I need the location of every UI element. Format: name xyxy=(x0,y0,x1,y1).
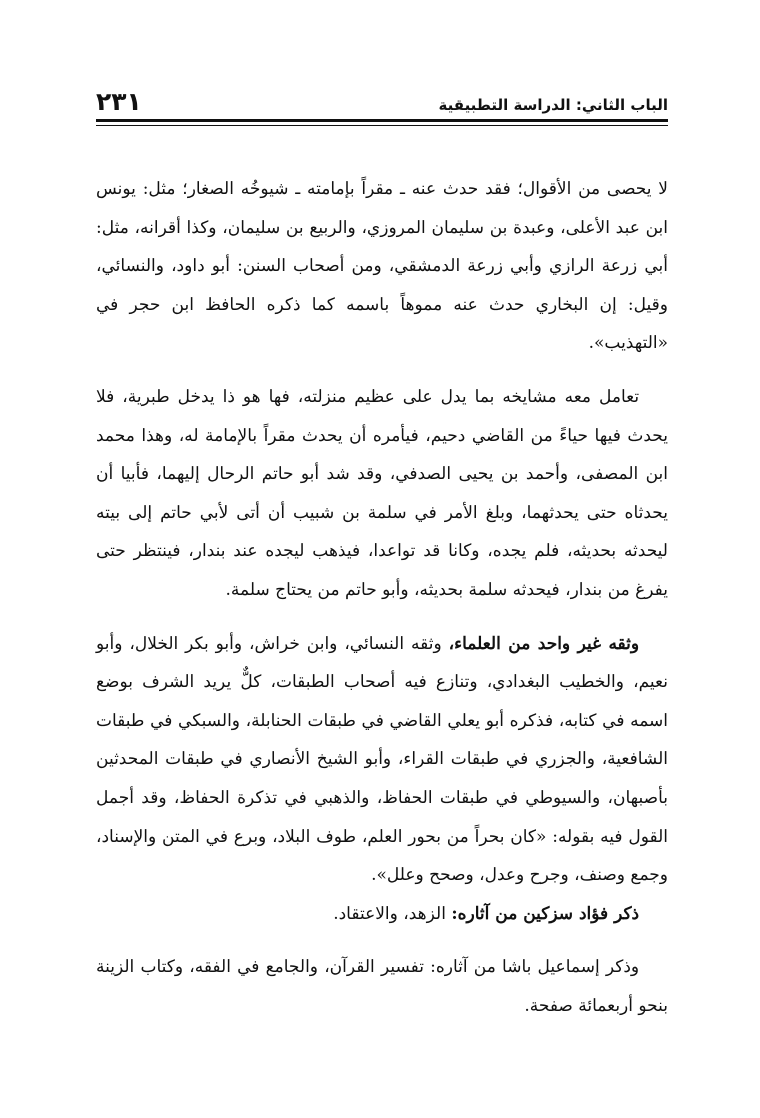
page-header xyxy=(96,84,668,116)
page-number: ٢٣١ xyxy=(96,87,142,116)
paragraph-2: تعامل معه مشايخه بما يدل على عظيم منزلته، فها هو ذا يدخل طبرية، فلا يحدث فيها حياءً من القاضي دحيم، فيأمره أن يحدث مقراً بالإمامة له، وهذا محمد ابن المصفى، وأحمد بن يحيى الصدفي، وقد شد أبو حاتم الرحال إليهما، فأبيا أن يحدثاه حتى يحدثهما، وبلغ الأمر في سلمة بن شبيب أن أتى لأبي حاتم إلى بيته ليحدثه بحديثه، فلم يجده، وكانا قد تواعدا، فيذهب ليجده عند بندار، فينتظر حتى يفرغ من بندار، فيحدثه سلمة بحديثه، وأبو حاتم من يحتاج سلمة. xyxy=(96,386,668,600)
header-rule-thick xyxy=(96,119,668,122)
paragraph-3-text: وثقه النسائي، وابن خراش، وأبو بكر الخلال، وأبو نعيم، والخطيب البغدادي، وتنازع فيه أصحاب الطبقات، كلٌّ يريد الشرف بوضع اسمه في كتابه، فذكره أبو يعلي القاضي في طبقات الحنابلة، والسبكي في طبقات الشافعية، والجزري في طبقات القراء، وأبو الشيخ الأنصاري في طبقات المحدثين بأصبهان، والسيوطي في طبقات الحفاظ، والذهبي في تذكرة الحفاظ، وقد أجمل القول فيه بقوله: «كان بحراً من بحور العلم، طوف البلاد، وبرع في المتن والإسناد، وجمع وصنف، وجرح وعدل، وصحح وعلل». xyxy=(96,633,668,886)
header-rule-thin xyxy=(96,125,668,126)
paragraph-4 xyxy=(96,895,668,934)
page-body xyxy=(96,170,668,1025)
paragraph-3 xyxy=(96,625,668,895)
paragraph-4-lead: ذكر فؤاد سزكين من آثاره: xyxy=(451,903,640,924)
paragraph-1: لا يحصى من الأقوال؛ فقد حدث عنه ـ مقراً بإمامته ـ شيوخُه الصغار؛ مثل: يونس ابن عبد الأعلى، وعبدة بن سليمان المروزي، والربيع بن سليمان، وكذا أقرانه، مثل: أبي زرعة الرازي وأبي زرعة الدمشقي، ومن أصحاب السنن: أبو داود، والنسائي، وقيل: إن البخاري حدث عنه مموهاً باسمه كما ذكره الحافظ ابن حجر في «التهذيب». xyxy=(96,179,668,354)
paragraph-4-text: الزهد، والاعتقاد. xyxy=(333,903,452,924)
paragraph-5: وذكر إسماعيل باشا من آثاره: تفسير القرآن، والجامع في الفقه، وكتاب الزينة بنحو أربعمائة صفحة. xyxy=(96,957,668,1016)
running-title: الباب الثاني: الدراسة التطبيقية xyxy=(438,96,668,114)
paragraph-3-lead: وثقه غير واحد من العلماء، xyxy=(448,633,640,654)
